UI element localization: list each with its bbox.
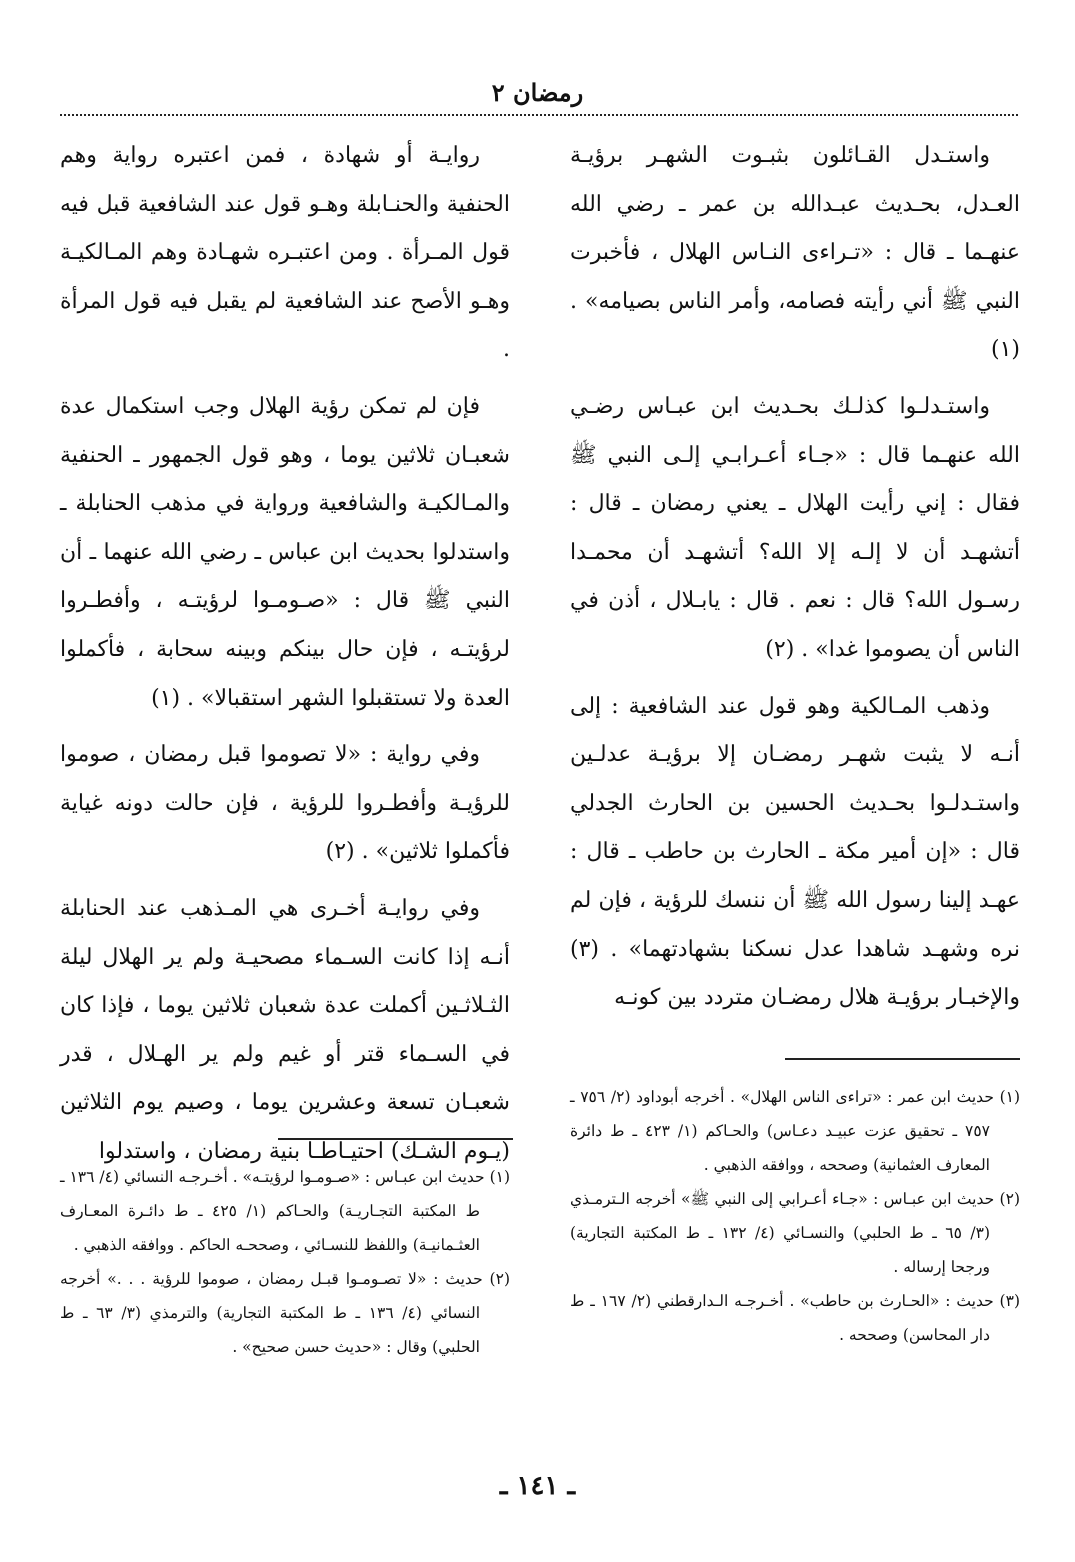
footnote: (١) حديث ابن عمر : «تراءى الناس الهلال» . أخرجه أبوداود (٢/ ٧٥٦ ـ ٧٥٧ ـ تحقيق عزت عبيـد دعـاس) والحـاكم (١/ ٤٢٣ ـ ط دائرة المعارف العثمانية) وصححه ، ووافقه الذهبي . <box>570 1088 1021 1174</box>
footnote: (٢) حديث ابن عبـاس : «جـاء أعـرابي إلى النبي ﷺ» أخرجه الـترمـذي (٣/ ٦٥ ـ ط الحلبي) والنسـائي (٤/ ١٣٢ ـ ط المكتبة التجارية) ورجحا إرساله . <box>570 1190 1020 1276</box>
footnote-separator-right <box>785 1058 1020 1060</box>
footnote: (٣) حديث : «الحـارث بن حاطب» . أخـرجـه الـدارقطني (٢/ ١٦٧ ـ ط دار المحاسن) وصححه . <box>570 1292 1020 1344</box>
footnote-separator-left <box>278 1138 513 1140</box>
header-dotted-rule <box>60 114 1018 116</box>
page-number: ـ ١٤١ ـ <box>499 1471 576 1501</box>
footnotes-right <box>570 1080 1020 1352</box>
left-column <box>60 132 510 1164</box>
paragraph: واستـدل القـائلون بثبـوت الشهـر برؤيـة العـدل، بحـديث عبـدالله بن عمر ـ رضي الله عنهـما ـ قال : «تـراءى النـاس الهلال ، فأخبرت النبي ﷺ أني رأيته فصامه، وأمر الناس بصيامه» . (١) <box>570 143 1020 363</box>
paragraph: وذهب المـالكية وهو قول عند الشافعية : إلى أنـه لا يثبت شهـر رمضـان إلا برؤيـة عدلـين واستـدلـوا بحـديث الحسين بن الحارث الجدلي قال : «إن أمير مكة ـ الحارث بن حاطب ـ قال : عهـد إلينا رسول الله ﷺ أن ننسك للرؤية ، فإن لم نره وشهـد شاهدا عدل نسكنا بشهادتهما» . (٣) والإخبـار برؤيـة هلال رمضـان متردد بين كونـه <box>570 693 1020 1011</box>
footnote: (٢) حديث : «لا تصـومـوا قبـل رمضان ، صوموا للرؤية . . .» أخرجه النسائي (٤/ ١٣٦ ـ ط المكتبة التجارية) والترمذي (٣/ ٦٣ ـ ط الحلبي) وقال : «حديث حسن صحيح» . <box>60 1270 510 1356</box>
footnotes-left <box>60 1160 510 1364</box>
right-column <box>570 132 1020 1072</box>
paragraph: وفي رواية : «لا تصوموا قبل رمضان ، صوموا للرؤيـة وأفطـروا للرؤية ، فإن حالت دونه غياية فأكملوا ثلاثين» . (٢) <box>60 742 510 865</box>
paragraph: واستـدلـوا كذلـك بحـديث ابن عبـاس رضـي الله عنهـما قال : «جـاء أعـرابـي إلـى النبي ﷺ فقال : إني رأيت الهلال ـ يعني رمضان ـ قال : أتشهـد أن لا إلـه إلا الله؟ أتشهـد أن محمـدا رسـول الله؟ قال : نعم . قال : يابـلال ، أذن في الناس أن يصوموا غدا» . (٢) <box>570 393 1020 662</box>
footnote: (١) حديث ابن عبـاس : «صـومـوا لرؤيتـه» . أخـرجـه النسائي (٤/ ١٣٦ ـ ط المكتبة التجـاريـة) والحـاكم (١/ ٤٢٥ ـ ط دائـرة المعـارف العثـمانيـة) واللفظ للنسـائي ، وصححـه الحاكم . ووافقه الذهبي . <box>60 1168 511 1254</box>
paragraph: وفي روايـة أخـرى هي المـذهب عند الحنابلة أنـه إذا كانت السـماء مصحيـة ولم ير الهلال ليلة الثـلاثـين أكملت عدة شعبان ثلاثين يوما ، فإذا كان في السـماء قتر أو غيم ولم ير الهـلال ، قدر شعبـان تسعة وعشرين يوما ، وصيم يوم الثلاثين (يـوم الشـك) احتيـاطـا بنية رمضان ، واستدلوا <box>60 895 510 1164</box>
paragraph: روايـة أو شهادة ، فمن اعتبره رواية وهم الحنفية والحنـابلة وهـو قول عند الشافعية قبل فيه قول المـرأة . ومن اعتبـره شهـادة وهم المـالكيـة وهـو الأصح عند الشافعية لم يقبل فيه قول المرأة . <box>60 143 510 363</box>
running-header: رمضان ٢ <box>491 78 584 107</box>
paragraph: فإن لم تمكن رؤية الهلال وجب استكمال عدة شعبـان ثلاثين يوما ، وهو قول الجمهور ـ الحنفية والمـالكيـة والشافعية ورواية في مذهب الحنابلة ـ واستدلوا بحديث ابن عباس ـ رضي الله عنهما ـ أن النبي ﷺ قال : «صـومـوا لرؤيتـه ، وأفطـروا لرؤيتـه ، فإن حال بينكم وبينه سحابة ، فأكملوا العدة ولا تستقبلوا الشهر استقبالا» . (١) <box>60 393 510 711</box>
